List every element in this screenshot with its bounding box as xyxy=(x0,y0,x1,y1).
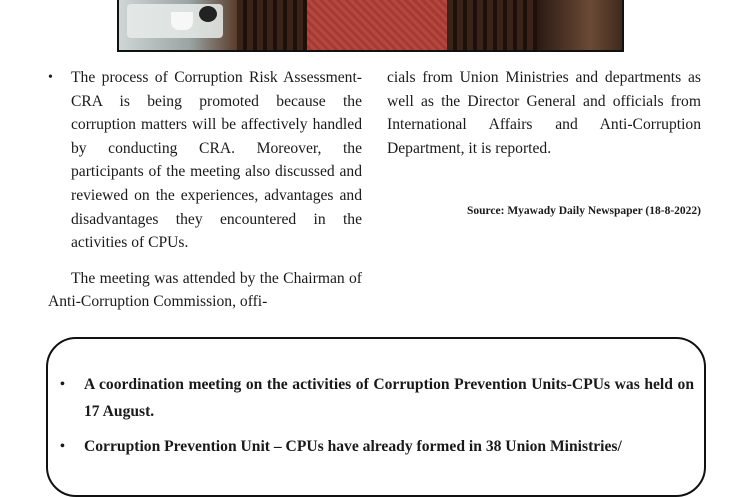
summary-item xyxy=(60,433,694,460)
attendance-paragraph-start: The meeting was attended by the Chairman of Anti-Corruption Commission, offi- xyxy=(48,269,362,311)
bullet-icon: • xyxy=(48,70,53,85)
photo-carpet xyxy=(307,0,447,52)
bullet-icon: • xyxy=(60,377,65,392)
summary-item xyxy=(60,371,694,425)
source-citation: Source: Myawady Daily Newspaper (18-8-2022) xyxy=(466,205,701,217)
summary-box xyxy=(46,337,706,497)
cra-bullet-paragraph xyxy=(48,66,362,255)
summary-item-text: A coordination meeting on the activities of Corruption Prevention Units-CPUs was held on 17 August. xyxy=(84,376,694,420)
attendance-paragraph-end: cials from Union Ministries and departments as well as the Director General and officials from International Affairs and Anti-Corruption Department, it is reported. xyxy=(387,69,701,157)
summary-list xyxy=(60,371,694,468)
photo-cup xyxy=(171,12,193,30)
photo-railing-left xyxy=(237,0,307,52)
meeting-room-photo xyxy=(117,0,624,52)
bullet-icon: • xyxy=(60,439,65,454)
photo-railing-right xyxy=(447,0,537,52)
summary-item-text: Corruption Prevention Unit – CPUs have already formed in 38 Union Ministries/ xyxy=(84,438,622,455)
cra-bullet-text: The process of Corruption Risk Assessment-CRA is being promoted because the corruption matters will be affectively handled by conducting CRA. Moreover, the participants of the meeting also discussed and reviewed on the experiences, advantages and disadvantages they encountered in the activities of CPUs. xyxy=(71,69,362,252)
left-column xyxy=(48,66,362,314)
photo-wall-right xyxy=(537,0,624,52)
photo-object xyxy=(199,6,217,22)
right-column xyxy=(387,66,701,160)
